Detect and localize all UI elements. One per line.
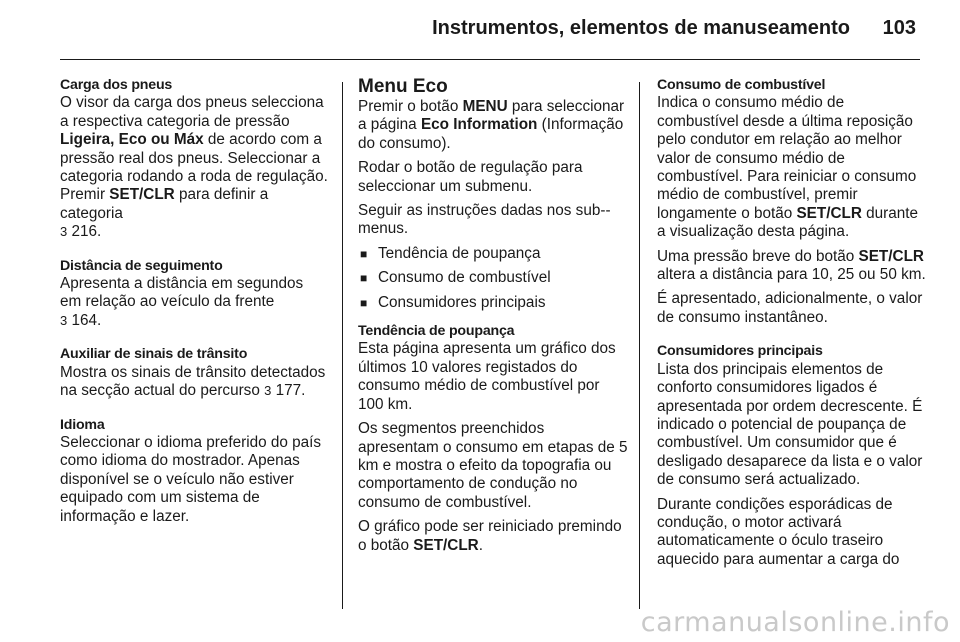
paragraph xyxy=(60,94,328,241)
column-divider xyxy=(342,82,343,609)
text: Premir o botão xyxy=(358,98,463,115)
paragraph xyxy=(657,94,927,241)
section-consumidores-principais xyxy=(657,342,927,569)
section-heading: Carga dos pneus xyxy=(60,77,173,93)
text: O gráfico pode ser reiniciado premindo o botão xyxy=(358,518,622,554)
text: de acordo com a pressão real dos pneus. Seleccionar a categoria rodando a roda de regulação. Premir xyxy=(60,131,328,204)
paragraph xyxy=(60,275,328,330)
page-header xyxy=(0,0,960,60)
text: altera a distância para 10, 25 ou 50 km. xyxy=(657,266,926,284)
header-rule xyxy=(60,59,920,60)
list-item-label: Consumidores principais xyxy=(378,293,546,311)
paragraph: Esta página apresenta um gráfico dos últimos 10 valores registados do consumo médio de combustível por 100 km. xyxy=(358,340,616,413)
section-carga-pneus xyxy=(60,76,328,242)
text: (Informação do consumo). xyxy=(358,116,624,152)
section-idioma xyxy=(60,416,328,526)
page-reference[interactable] xyxy=(60,223,101,240)
bold-text: Ligeira, Eco ou Máx xyxy=(60,131,204,149)
section-consumo-combustivel xyxy=(657,76,927,327)
page-number: 103 xyxy=(882,17,916,39)
paragraph: Seguir as instruções dadas nos sub--menus. xyxy=(358,202,611,238)
list-item xyxy=(358,245,628,263)
section-sinais-transito xyxy=(60,345,328,400)
text: Mostra os sinais de trânsito detectados na secção actual do percurso xyxy=(60,363,326,400)
section-heading: Auxiliar de sinais de trânsito xyxy=(60,346,248,363)
page-title: Instrumentos, elementos de manuseamento xyxy=(432,17,850,39)
reference-arrow-icon: 3 xyxy=(60,312,68,328)
paragraph: É apresentado, adicionalmente, o valor de consumo instantâneo. xyxy=(657,290,923,326)
text: . xyxy=(478,536,483,554)
section-heading: Consumidores principais xyxy=(657,343,823,360)
bold-text: MENU xyxy=(462,98,508,115)
text: Apresenta a distância em segundos em relação ao veículo da frente xyxy=(60,275,304,311)
bold-text: Eco Information xyxy=(420,116,538,134)
section-heading: Tendência de poupança xyxy=(358,323,515,340)
list-item xyxy=(358,294,628,312)
reference-page: 164. xyxy=(67,311,102,329)
text: Uma pressão breve do botão xyxy=(657,247,859,265)
paragraph: Durante condições esporádicas de condução, o motor activará automaticamente o óculo traseiro aquecido para aumentar a carga do xyxy=(657,495,900,568)
page-reference[interactable] xyxy=(60,312,101,329)
bold-text: SET/CLR xyxy=(413,536,479,554)
column-right xyxy=(657,76,927,584)
watermark: carmanualsonline.info xyxy=(640,607,950,638)
section-tendencia-poupanca xyxy=(358,322,628,555)
section-heading: Distância de seguimento xyxy=(60,257,223,274)
bullet-square-icon: ■ xyxy=(360,295,368,310)
section-heading: Consumo de combustível xyxy=(657,77,826,93)
list-item-label: Consumo de combustível xyxy=(378,269,551,287)
reference-arrow-icon: 3 xyxy=(264,383,272,399)
column-left xyxy=(60,76,328,541)
page-reference[interactable] xyxy=(264,382,305,399)
text: durante a visualização desta página. xyxy=(657,204,919,241)
list-item-label: Tendência de poupança xyxy=(378,244,541,262)
reference-page: 177. xyxy=(271,382,306,400)
text: para seleccionar a página xyxy=(358,98,625,134)
paragraph xyxy=(358,98,628,153)
paragraph: Os segmentos preenchidos apresentam o consumo em etapas de 5 km e mostra o efeito da topografia ou comportamento de condução no consumo de combustível. xyxy=(358,420,628,511)
paragraph: Lista dos principais elementos de conforto consumidores ligados é apresentada por ordem decrescente. É indicado o potencial de poupança de combustível. Um consumidor que é desligado desaparece da lista e o valor de consumo será actualizado. xyxy=(657,360,923,489)
reference-page: 216. xyxy=(67,223,102,241)
paragraph: Seleccionar o idioma preferido do país como idioma do mostrador. Apenas disponível se o veículo não estiver equipado com um sistema de informação e lazer. xyxy=(60,433,322,525)
bullet-square-icon: ■ xyxy=(360,246,368,261)
section-menu-eco xyxy=(358,76,628,312)
bullet-list xyxy=(358,245,628,312)
text: O visor da carga dos pneus selecciona a respectiva categoria de pressão xyxy=(60,94,324,130)
section-heading: Menu Eco xyxy=(358,76,448,97)
text: Indica o consumo médio de combustível desde a última reposição pelo condutor em relação ao melhor valor de consumo médio de combustível. Para reiniciar o consumo médio de combustível, premir longamente o botão xyxy=(657,94,917,222)
column-divider xyxy=(639,82,640,609)
section-heading: Idioma xyxy=(60,416,105,433)
bullet-square-icon: ■ xyxy=(360,271,368,286)
section-distancia xyxy=(60,257,328,331)
bold-text: SET/CLR xyxy=(796,204,862,222)
reference-arrow-icon: 3 xyxy=(60,224,68,240)
paragraph xyxy=(358,518,628,555)
column-middle xyxy=(358,76,628,570)
text: para definir a categoria xyxy=(60,186,269,222)
bold-text: SET/CLR xyxy=(858,247,924,265)
paragraph: Rodar o botão de regulação para seleccionar um submenu. xyxy=(358,159,583,195)
paragraph xyxy=(657,248,927,285)
bold-text: SET/CLR xyxy=(109,186,175,204)
paragraph xyxy=(60,364,328,401)
list-item xyxy=(358,269,628,287)
